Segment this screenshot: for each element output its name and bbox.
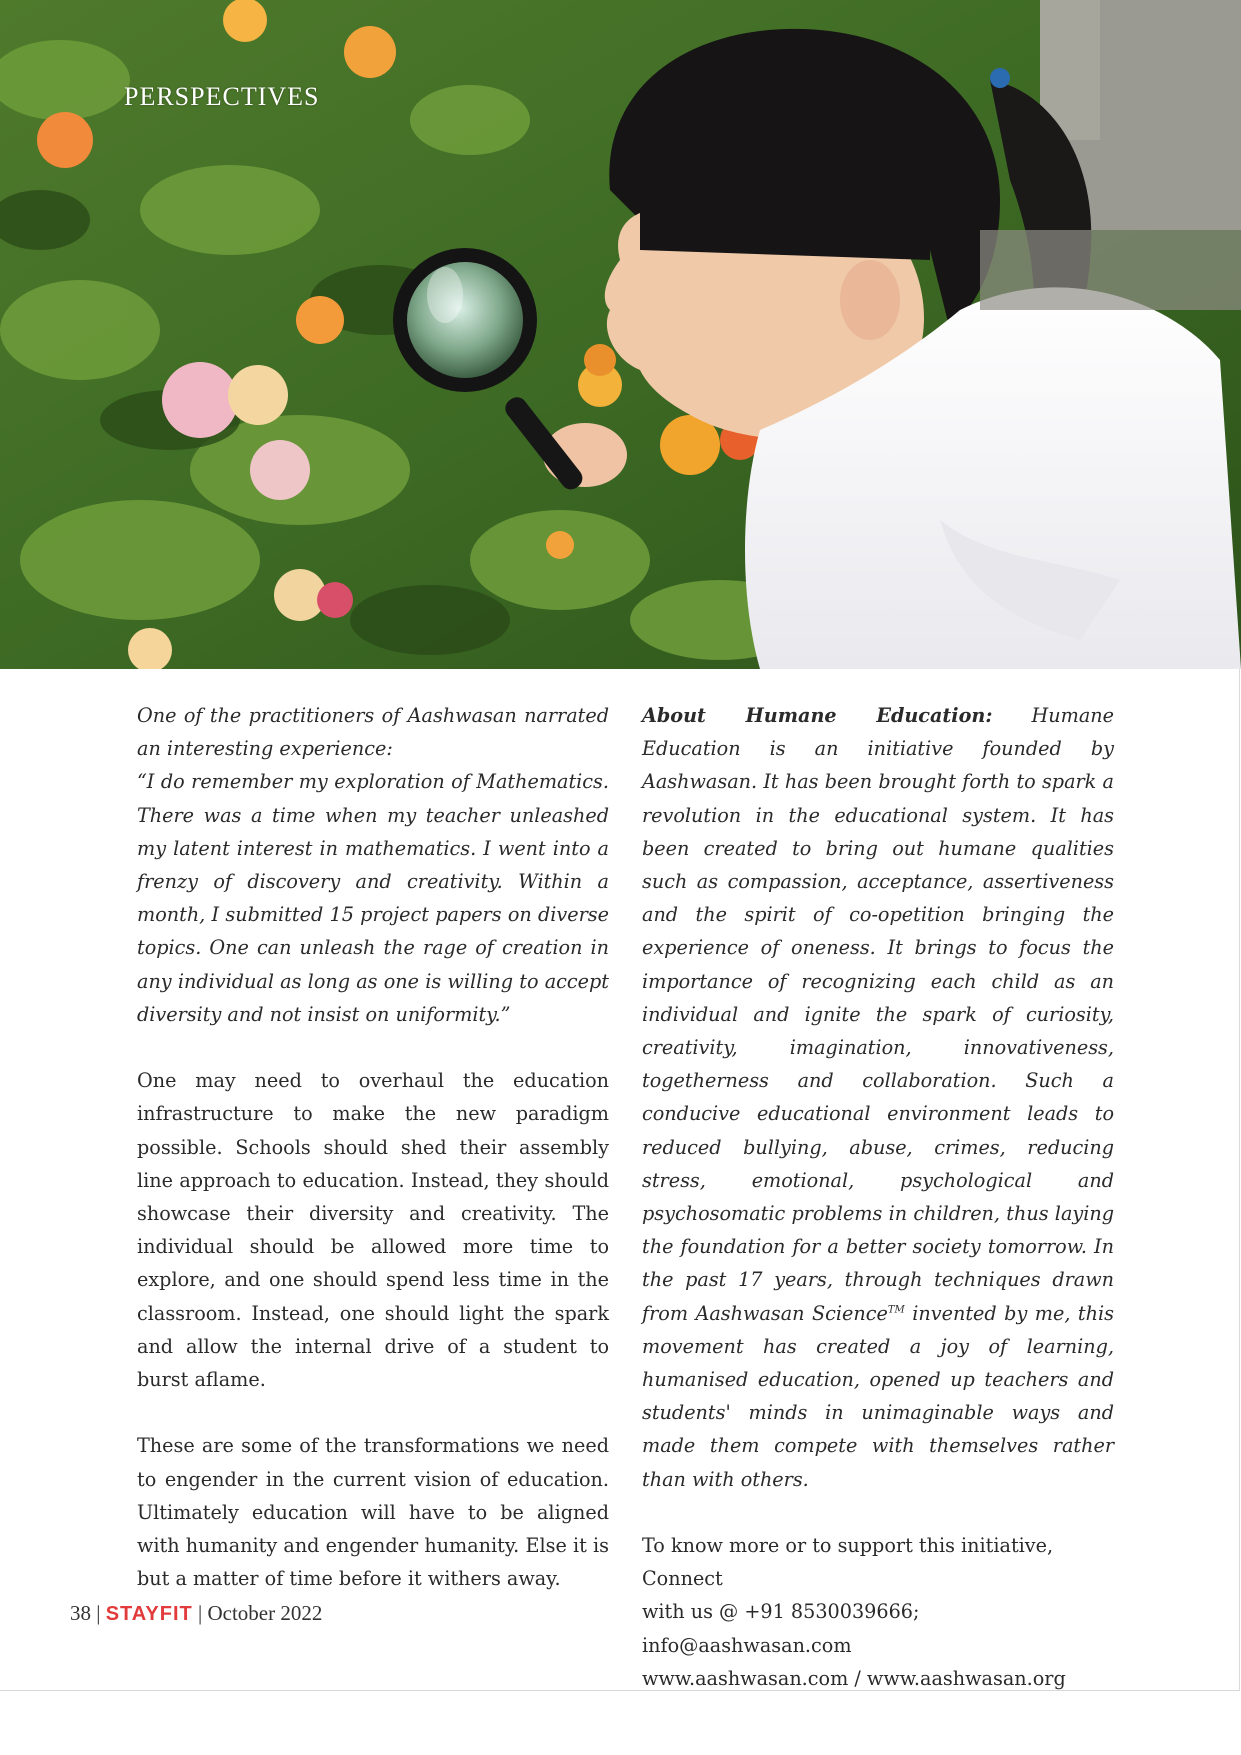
body-paragraph-transformations: These are some of the transformations we need to engender in the current vision of education. Ultimately education will have to be aligned with humanity and engender humanity. Else it is but a matter of time before it withers away. <box>137 1434 609 1591</box>
trademark-mark: TM <box>887 1304 905 1316</box>
about-text-part-2: invented by me, this movement has created a joy of learning, humanised education, opened up teachers and students' minds in unimaginable ways and made them compete with themselves rather than with others. <box>642 1301 1114 1491</box>
contact-line-2: with us @ +91 8530039666; info@aashwasan.com <box>642 1600 920 1657</box>
contact-line-3: www.aashwasan.com / www.aashwasan.org <box>642 1666 1066 1690</box>
paragraph-spacer <box>137 1031 609 1064</box>
quote-paragraph: “I do remember my exploration of Mathematics. There was a time when my teacher unleashed my latent interest in mathematics. I went into a frenzy of discovery and creativity. Within a month, I submitted 15 project papers on diverse topics. One can unleash the rage of creation in any individual as long as one is willing to accept diversity and not insist on uniformity.” <box>137 770 609 1026</box>
about-heading: About Humane Education: <box>642 704 993 727</box>
about-text-part-1: Humane Education is an initiative founded by Aashwasan. It has been brought forth to spark a revolution in the educational system. It has been created to bring out humane qualities such as compassion, acceptance, assertiveness and the spirit of co-opetition bringing the experience of oneness. It brings to focus the importance of recognizing each child as an individual and ignite the spark of curiosity, creativity, imagination, innovativeness, togetherness and collaboration. Such a conducive educational environment leads to reduced bullying, abuse, crimes, reducing stress, emotional, psychological and psychosomatic problems in children, thus laying the foundation for a better society tomorrow. In the past 17 years, through techniques drawn from Aashwasan Science <box>642 704 1114 1325</box>
footer-separator: | <box>91 1601 106 1625</box>
issue-date: October 2022 <box>207 1601 323 1625</box>
contact-line-1: To know more or to support this initiative, Connect <box>642 1534 1054 1591</box>
paragraph-spacer <box>642 1496 1114 1529</box>
section-label: PERSPECTIVES <box>124 82 320 111</box>
intro-paragraph: One of the practitioners of Aashwasan narrated an interesting experience: <box>137 704 609 761</box>
page-number: 38 <box>70 1601 91 1625</box>
right-column <box>642 699 1114 1695</box>
brand-logo: STAYFIT <box>105 1603 193 1625</box>
paragraph-spacer <box>137 1396 609 1429</box>
footer-separator: | <box>192 1601 208 1625</box>
contact-paragraph <box>642 1529 1114 1695</box>
page-footer <box>70 1601 322 1626</box>
left-column <box>137 699 609 1595</box>
body-paragraph-overhaul: One may need to overhaul the education infrastructure to make the new paradigm possible. Schools should shed their assembly line approach to education. Instead, they should showcase their diversity and creativity. The individual should be allowed more time to explore, and one should spend less time in the classroom. Instead, one should light the spark and allow the internal drive of a student to burst aflame. <box>137 1069 609 1392</box>
about-paragraph <box>642 699 1114 1496</box>
